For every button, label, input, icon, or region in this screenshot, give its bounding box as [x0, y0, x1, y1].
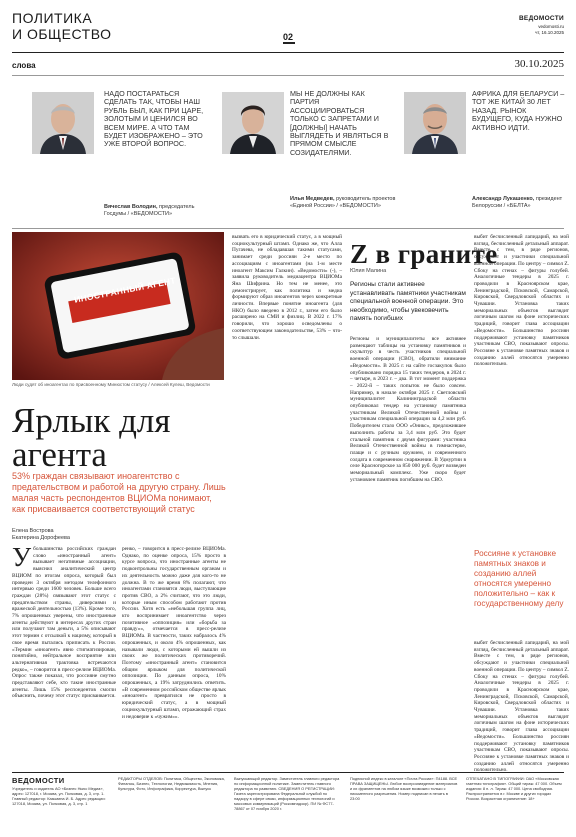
quotes-divider [12, 228, 564, 229]
article-body-column [122, 546, 226, 766]
article-body-column [232, 234, 342, 766]
photo-badge: ИНОСТРАННЫЙ АГЕНТ [73, 275, 177, 305]
quote-author [472, 196, 568, 210]
footer-logo: ВЕДОМОСТИ [12, 776, 65, 785]
section-title-line2: И ОБЩЕСТВО [12, 26, 112, 42]
article-lead: 53% граждан связывают иноагентство с предательством и работой на другую страну. Лишь малая часть респондентов ВЦИОМа понимают, как присваивается соответствующий статус [12, 471, 226, 514]
header-divider [12, 52, 564, 53]
quote-author [104, 204, 208, 218]
footer-divider [12, 772, 564, 773]
masthead-date: чт, 16.10.2025 [535, 30, 564, 35]
quote-author-name: Илья Медведев, [290, 196, 335, 202]
quote-author-name: Вячеслав Володин, [104, 204, 158, 210]
article-lead: Регионы стали активнее устанавливать памятники участникам специальной военной операции. Это необходимо, чтобы увековечить память погибших [350, 281, 466, 322]
article-bylines [12, 528, 70, 542]
dropcap: У [12, 542, 32, 572]
quote-author [290, 196, 398, 210]
article-body-column [474, 234, 569, 544]
avatar-volodin [32, 92, 94, 154]
quote-author-title: председатель Госдумы / «ВЕДОМОСТИ» [104, 204, 195, 217]
rubric-date: 30.10.2025 [514, 58, 564, 70]
avatar-lukashenko [404, 92, 466, 154]
quote-text: АФРИКА ДЛЯ БЕЛАРУСИ – ТОТ ЖЕ КИТАЙ 30 ЛЕТ НАЗАД. РЫНОК БУДУЩЕГО, КУДА НУЖНО АКТИВНО ИДТИ. [472, 89, 565, 132]
quote-author-title: президент Белоруссии / «БЕЛТА» [472, 196, 563, 209]
section-title-line1: ПОЛИТИКА [12, 10, 93, 26]
article-body-text: выбит бесчисленный лапидарий, на мой взгляд, бесчисленный детальный аппарат. Вместе с тем, в ряде регионов, обсуждают и участники специальной военной операции. По центру – символ Z. Сбоку на стенах – фигуры голубей. Аналогичные тендеры в 2025 г. проводили в Красноярском крае, Ленинградской, Псковской, Самарской, Кировской, Свердловской областях и Чувашии. Установка таких мемориальных объектов выглядит логичным шагом на фоне исторических традиций, говорит глава ассоциации «Ведомости». Большинство россиян поддерживают установку памятников участникам СВО, показывают опросы. Россияне к установке памятных знаков и созданию аллей относятся умеренно положительно. [474, 640, 569, 774]
article-body-text: выбит бесчисленный лапидарий, на мой взгляд, бесчисленный детальный аппарат. Вместе с тем, в ряде регионов, обсуждают и участники специальной военной операции. По центру – символ Z. Сбоку на стенах – фигуры голубей. Аналогичные тендеры в 2025 г. проводили в Красноярском крае, Ленинградской, Псковской, Самарской, Кировской, Свердловской областях и Чувашии. Установка таких мемориальных объектов выглядит логичным шагом на фоне исторических традиций, говорит глава ассоциации «Ведомости». Большинство россиян поддерживают установку памятников участникам СВО, показывают опросы. Россияне к установке памятных знаков и созданию аллей относятся умеренно положительно. [474, 234, 569, 368]
byline: Елена Вострова [12, 528, 54, 534]
quote-author-title: руководитель проектов «Единой России» / «ВЕДОМОСТИ» [290, 196, 396, 209]
quote-text: МЫ НЕ ДОЛЖНЫ КАК ПАРТИЯ АССОЦИИРОВАТЬСЯ ТОЛЬКО С ЗАПРЕТАМИ И [ДОЛЖНЫ] НАЧАТЬ ВЫГЛЯДЕТЬ И ЯВЛЯТЬСЯ В ПРЯМОМ СМЫСЛЕ СОЗИДАТЕЛЯМИ. [290, 89, 389, 157]
quote-text: НАДО ПОСТАРАТЬСЯ СДЕЛАТЬ ТАК, ЧТОБЫ НАШ РУБЛЬ БЫЛ, КАК ПРИ ЦАРЕ, ЗОЛОТЫМ И ЦЕНИЛСЯ ВО ВСЕМ МИРЕ. А ЧТО ТАМ БУДЕТ ИЗОБРАЖЕНО – ЭТО УЖЕ ВТОРОЙ ВОПРОС. [104, 89, 204, 149]
avatar-medvedev [222, 92, 284, 154]
footer-printing: ОТПЕЧАТАНО В ТИПОГРАФИИ: ОАО «Московская газетная типография». Общий тираж: 47 000. Объем издания: 8 п. л. Тираж: 47 000. Цена свободная. Распространяется в г. Москве и других городах России. Возрастная ограничение: 18+ [466, 776, 562, 801]
page-number-underline [283, 42, 295, 44]
footer-editors: РЕДАКТОРЫ ОТДЕЛОВ: Политика, Общество, Экономика, Финансы, Бизнес, Технологии, Недвижимость, Мнения, Культура, Фото, Инфографика, Корректура, Выпуск [118, 776, 225, 791]
article-headline: Ярлык для агента [12, 401, 171, 474]
footer-imprint: Учредитель и издатель АО «Бизнес Ньюс Медиа», адрес: 127018, г. Москва, ул. Полковая, д. 3, стр. 1. Главный редактор: Казьмина И. Б. Адрес редакции: 127018, Москва, ул. Полковая, д. 3, стр. 1 [12, 786, 106, 806]
article-photo [12, 232, 224, 380]
masthead-site: vedomosti.ru [538, 24, 564, 29]
section-title [12, 10, 111, 42]
photo-caption: Люди судят об иноагентах по присвоенному Минюстом статусу / Алексей Кулеш, Ведомости [12, 382, 210, 387]
page-number: 02 [283, 32, 294, 42]
article-body-column [12, 542, 116, 766]
masthead-info [535, 24, 564, 36]
pullquote: Россияне к установке памятных знаков и созданию аллей относятся умеренно положительно – как к государственному делу [474, 549, 564, 608]
article-body-column [350, 336, 466, 766]
article-body-column [474, 640, 569, 774]
article-headline: Z в граните [350, 239, 498, 269]
rubric-divider [12, 75, 564, 76]
article-body-text: Регионы и муниципалитеты все активнее размещают таблицы на установку памятников и скульптур в честь участников специальной военной операции (СВО), обратили внимание «Ведомости». В 2025 г. на сайте госзакупок было опубликовано порядка 15 таких тендеров, в 2024 г. – четыре, в 2023 г. – два. В тот момент поддержка – 2022-й – таких попыток не было совсем. Например, в начале октября 2025 г. Светловский муниципалитет Калининградской области опубликовал тендер на установку памятника участникам Великой Отечественной войны и участникам специальной операции за 4,2 млн руб. Победителем стало ООО «Оникс», предложившее выполнить работы за 3,4 млн руб. Это будет стальной памятник с двумя фигурами: участника Великой Отечественной войны в гимнастерке, плаще и с ручным оружием, и современного солдата в современном снаряжении. В Удмуртии в селе Красногорское за 850 000 руб. будет возведен мемориальный комплекс. Уже скоро будет установлен памятник погибшим на СВО. [350, 336, 466, 483]
footer-registration: Выпускающий редактор. Заместитель главного редактора по информационной политике. Заместитель главного редактора по развитию. СВЕДЕНИЯ О РЕГИСТРАЦИИ: Газета зарегистрирована Федеральной службой по надзору в сфере связи, информационных технологий и массовых коммуникаций (Роскомнадзор). ПИ № ФС77-78867 от 07 ноября 2020 г. [234, 776, 340, 811]
article-body-text: ренко, – говорится в пресс-релизе ВЦИОМа. Однако, по оценке опроса, 15% просто в курсе вопроса, что иностранные агенты не подконтрольны государственным органам и их деятельность можно даже для кого-то не должна. В то же время 8% полагают, что иноагентами становятся люди, выступающие против СВО, а 2% считают, что это люди, которые иным способом работают против России. Хотя есть «небольшая группа лиц, кто воспринимает иноагентство через позитивное «оппозиция» или «борьба за правду»», отмечается в пресс-релизе ВЦИОМа. В частности, таких набралось 4% опрошенных, и около 4% опрошенных, как называли люди, с которыми ей вышли из своих же политических противоречий. Поэтому «иностранный агент» становится общим ярлыком для политической оппозиции. По данным опроса, 10% опрошенных, а 19% затруднились ответить. «В современном российском обществе ярлык «иноагент» превратился не просто в юридический статус, а в мощный социокультурный штамп, отражающий страх и недоверие к «чужим»». [122, 546, 226, 720]
byline: Юлия Малина [350, 268, 387, 274]
byline: Екатерина Дорофеева [12, 535, 70, 541]
article-body-text: вызвать его в юридический статус, а в мощный социокультурный штамп. Однако же, что Алла Пугачева, не обладавшая такими статусами, занимает среди россиян 2-е место по ассоциациям с иноагентами (на 1-м месте иноагент Максим Галкин). «Ведомости» (-), – заявила руководитель медиацентра ВЦИОМа Яна Шифрина. Но тем не менее, это демонстрирует, как политика и медиа формируют образ иноагентов через конкретные личности. Впервые понятие иноагента (для НКО) было введено в 2012 г., затем его было расширено на СМИ и физлиц. В 2022 г. 17% говорили, что хорошо осведомлены о соответствующем законодательстве, 53% – что-то слышали. [232, 234, 342, 341]
footer-rights: Подписной индекс в каталоге «Почта России»: П4188. ВСЕ ПРАВА ЗАЩИЩЕНЫ. Любое воспроизведение материалов и их фрагментов на любом языке возможно только с письменного разрешения. Номер подписан в печать в 23:00 [350, 776, 458, 801]
masthead-logo: ВЕДОМОСТИ [518, 15, 564, 22]
article-body-text: большинства российских граждан слово «иностранный агент» вызывает негативные ассоциации, выяснил аналитический центр ВЦИОМ по итогам опроса, который был проведен 3 октября методом телефонного интервью среди 1600 человек. Больше всего граждан (28%) связывают этот статус с предательством страны, диверсиями и вражеской деятельностью (13%). Кроме того, 7% опрошенных уверены, что иностранные агенты действуют в интересах других стран или получают там деньги, а 5% описывают этот термин с отсылкой к нацизму, который в свое время пытались приписать к России. «Термин «иноагент» явно стигматизирован, понятийно, нейтральное восприятие или альтернативная трактовка встречаются редко», – говорится в пресс-релизе ВЦИОМа. Опрос также показал, что россияне смутно представляют себе, кто такие иностранные агенты. Лишь 15% респондентов смогли объяснить, почему этот статус присваивается. [12, 546, 116, 700]
rubric-label: слова [12, 61, 36, 70]
quote-author-name: Александр Лукашенко, [472, 196, 535, 202]
